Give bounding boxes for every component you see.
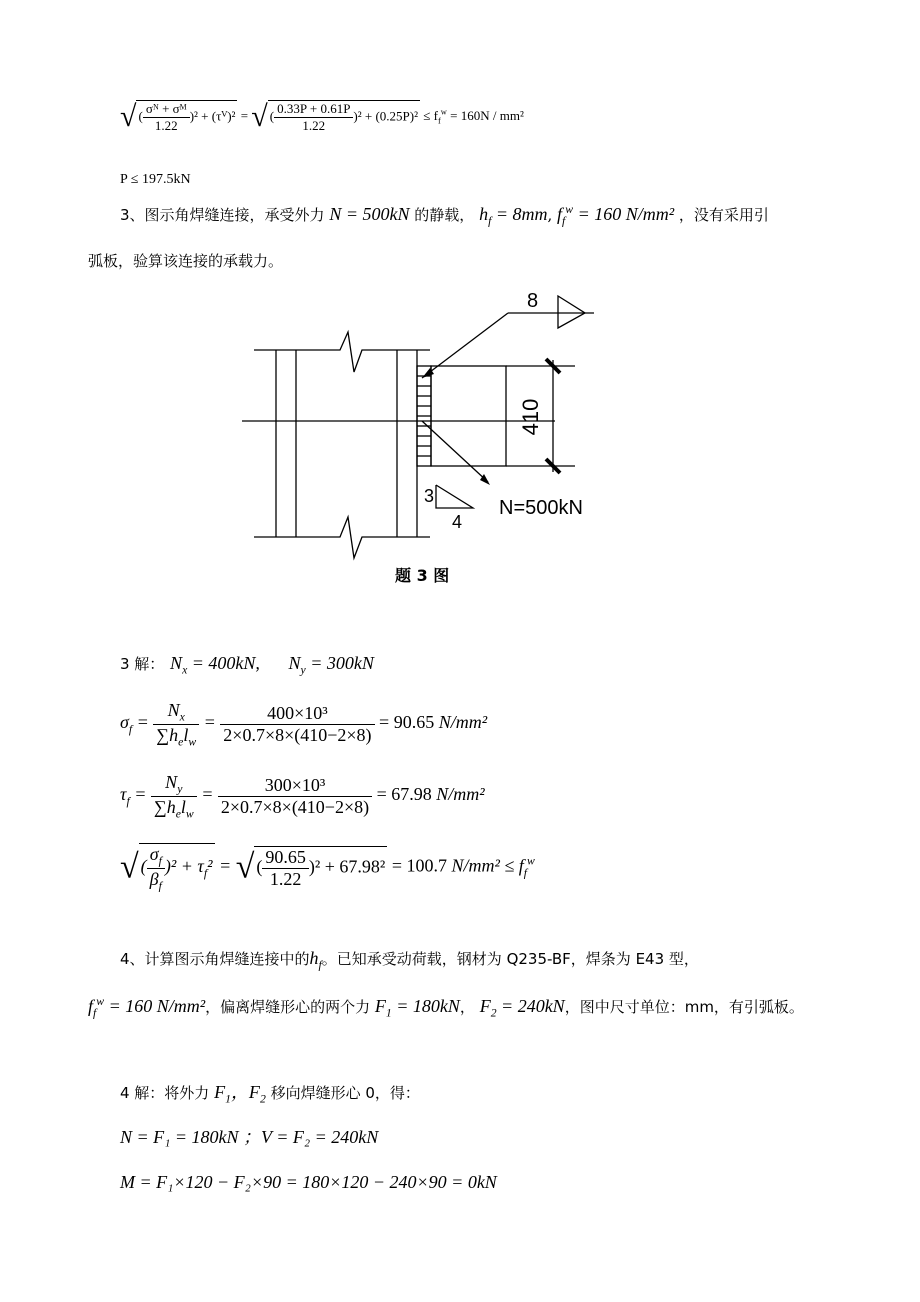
figure3-weld-label: 8 (527, 290, 539, 312)
solution3-ny-val: = 300kN (305, 653, 374, 673)
problem3-n-expr: N = 500kN (329, 204, 410, 224)
figure3-slope-h: 4 (452, 512, 463, 532)
formula1-rhs-den: 1.22 (302, 118, 326, 133)
figure3-caption: 题 3 图 (395, 566, 450, 585)
problem4-f2: = 240kN (496, 996, 565, 1016)
solution3-tau: $\tau_f$ = $\frac{N_y}{\sum h_el_w}$ = $\frac{\text{300×10³}}{2\times 0.7\times 8\times(410-2\times 8)}$ = 67.98 N/mm² (120, 772, 485, 821)
solution3-sigma: $\sigma_f$ = $\frac{N_x}{\sum h_el_w}$ = $\frac{\text{400×10³}}{2\times 0.7\times 8\times(410-2\times 8)}$ = 90.65 N/mm² (120, 700, 488, 749)
solution4-head-text: 4 解：将外力 (120, 1084, 210, 1102)
problem3-ff: = 160 N/mm² (573, 204, 675, 224)
problem3-hf-val: = 8mm (491, 204, 548, 224)
solution3-comb-tail: )² + 67.98² (308, 856, 386, 877)
solution4-line2: M = F₁×120 − F₂×90 = 180×120 − 240×90 = 0kN (120, 1172, 497, 1192)
problem3-line1: 3、图示角焊缝连接，承受外力 N = 500kN 的静载， $h_f = 8mm$, $f_f^w = 160$ N/mm² ，没有采用引 (120, 203, 769, 228)
formula1-lhs-tail: )² + (τⱽ)² (189, 108, 236, 124)
solution4-line1: N = F₁ = 180kN ；V = F₂ = 240kN (120, 1127, 379, 1147)
problem3-line2: 弧板，验算该连接的承载力。 (88, 252, 284, 270)
solution3-sigma-res: = 90.65 (379, 712, 435, 733)
figure3-force-label: N=500kN (499, 497, 583, 519)
problem4-text-c: ，偏离焊缝形心的两个力 (205, 998, 371, 1016)
figure3-diagram (240, 280, 620, 570)
solution3-head: 3 解： $N_x = 400kN$, $N_y = 300kN$ (120, 653, 374, 677)
solution3-sigma-num: 400×10³ (220, 703, 374, 725)
formula1-result-sup: w (440, 106, 447, 117)
solution3-head-text: 3 解： (120, 655, 165, 673)
problem4-line1: 4、计算图示角焊缝连接中的$h_f$。已知承受动荷载，钢材为 Q235-BF，焊条为 E43 型， (120, 948, 699, 972)
formula1-result-val: = 160N / mm² (446, 107, 524, 123)
formula1-result-sub: f (437, 115, 441, 126)
problem4-f1: = 180kN (391, 996, 460, 1016)
solution3-unit-d: mm² (455, 712, 488, 733)
solution3-combined: √ ( $\frac{\sigma_f}{\beta_f}$ )$^2 + \tau_f^2$ = √ ( $\frac{90.65}{1.22}$ )² + 67.98² = 100.7 $N/mm^2 \le f_f^w$ (120, 844, 535, 893)
figure3-dim-label: 410 (518, 398, 543, 436)
formula1-lhs-den: 1.22 (154, 118, 178, 133)
formula1-lhs-num: σᴺ + σᴹ (143, 101, 190, 118)
result-p: P ≤ 197.5kN (120, 172, 191, 187)
solution3-unit-n: N (438, 712, 451, 733)
solution3-tau-num: 300×10³ (218, 775, 372, 797)
problem3-text-a: 3、图示角焊缝连接，承受外力 (120, 206, 325, 224)
solution3-comb-num: 90.65 (262, 847, 309, 869)
formula-combined-stress: √ ( $\frac{\text{σᴺ + σᴹ}}{1.22}$ )² + (τⱽ)² = √ ( $\frac{0.33P + 0.61P}{1.22}$ )$^2 + (0.25P)^2 \le f_f^w = 160N / mm^2$ (120, 100, 524, 133)
problem4-text-a: 4、计算图示角焊缝连接中的 (120, 950, 310, 968)
solution3-nx-val: = 400kN, (187, 653, 260, 673)
solution3-nx: N (170, 653, 183, 673)
solution3-ny: N (288, 653, 301, 673)
solution3-comb-res: = 100.7 (391, 855, 447, 876)
problem3-text-b: 的静载， (414, 206, 475, 224)
formula1-rhs-num: 0.33P + 0.61P (274, 101, 353, 118)
formula1-rhs-tail: )² + (0.25P)² (353, 108, 419, 124)
solution4-head2: 移向焊缝形心 0，得： (270, 1084, 420, 1102)
solution3-sigma-den: 2×0.7×8×(410−2×8) (223, 724, 372, 745)
problem3-text-c: ，没有采用引 (678, 206, 769, 224)
solution3-tau-den: 2×0.7×8×(410−2×8) (220, 796, 370, 817)
solution3-comb-den: 1.22 (269, 868, 302, 889)
problem4-text-d: ，图中尺寸单位：mm，有引弧板。 (564, 998, 804, 1016)
figure3-slope-v: 3 (424, 486, 435, 506)
solution3-tau-res: = 67.98 (376, 784, 432, 805)
solution4-head: 4 解：将外力 $F_1$，$F_2$ 移向焊缝形心 0，得： (120, 1082, 420, 1106)
problem4-ff: = 160 N/mm² (104, 996, 206, 1016)
problem4-text-b: 。已知承受动荷载，钢材为 Q235-BF，焊条为 E43 型， (321, 950, 699, 968)
problem4-line2: $f_f^w = 160$ N/mm²，偏离焊缝形心的两个力 $F_1 = 180kN$， $F_2 = 240kN$，图中尺寸单位：mm，有引弧板。 (88, 995, 804, 1020)
formula1-result: ≤ f (423, 107, 438, 123)
problem3-hf: h (479, 204, 489, 224)
